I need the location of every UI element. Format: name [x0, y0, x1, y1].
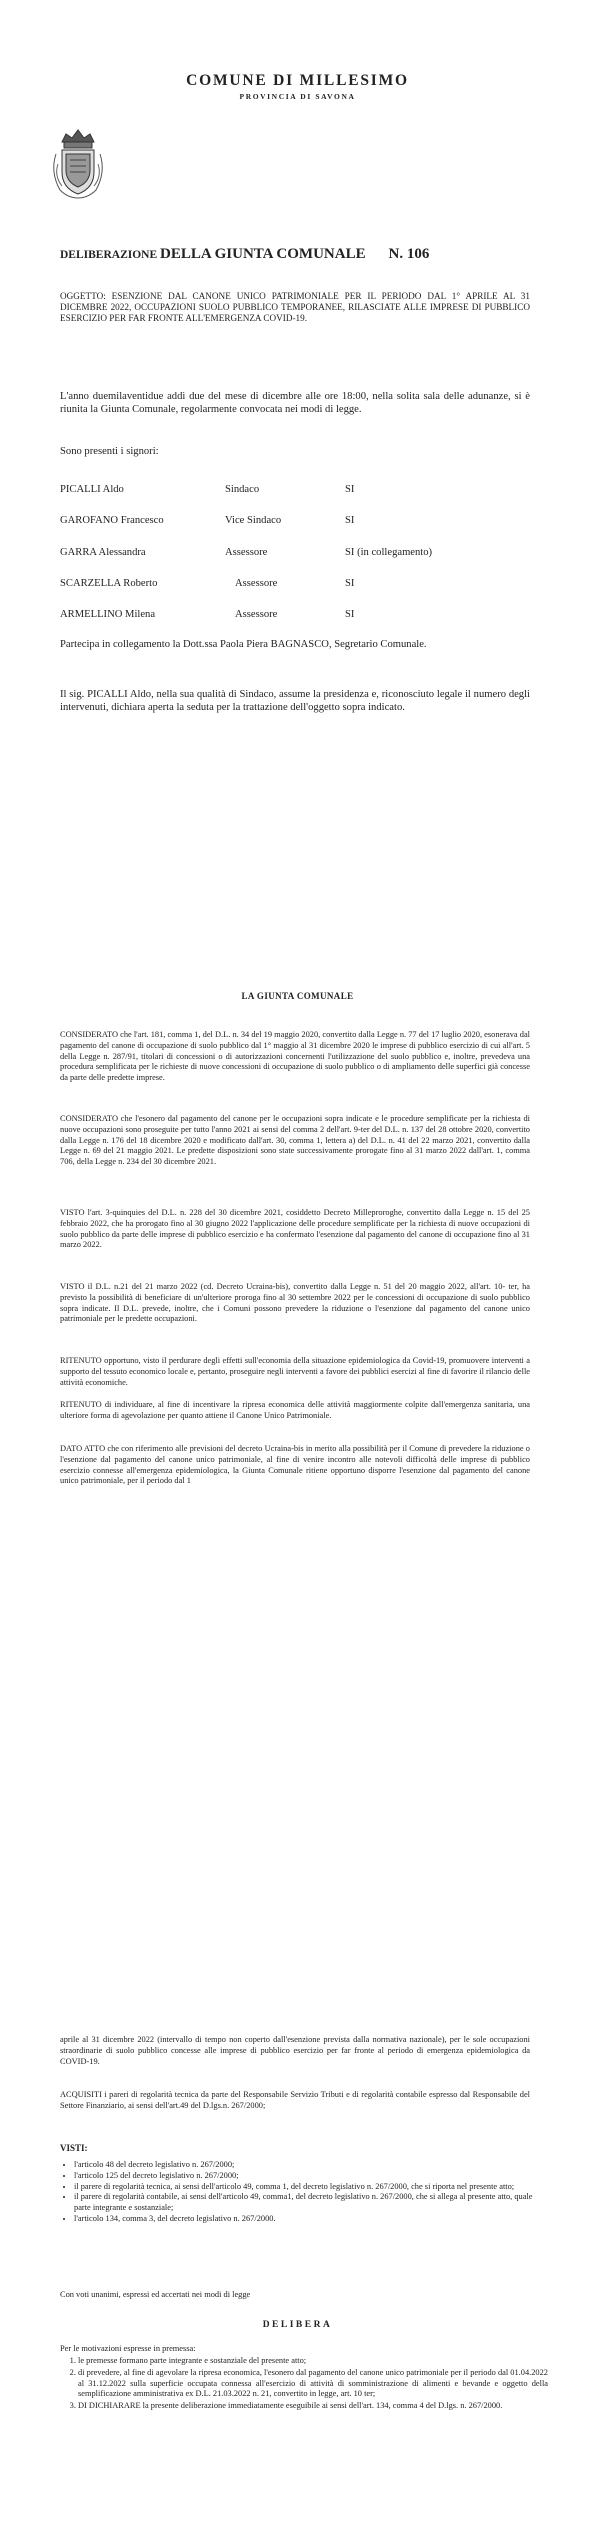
presente-row	[60, 547, 530, 561]
list-item: 3. DI DICHIARARE la presente deliberazione immediatamente eseguibile ai sensi dell'art. 134, comma 4 del D.lgs. n. 267/2000.	[78, 2401, 548, 2412]
presente-role: Vice Sindaco	[225, 515, 282, 526]
list-item: 2. di prevedere, al fine di agevolare la ripresa economica, l'esonero dal pagamento del canone unico patrimoniale per il periodo dal 01.04.2022 al 31.12.2022 sulla superficie occupata connessa all'esercizio di attività di somministrazione di alimenti e bevande e oggetto della semplificazione amministrativa ex D.L. 21.03.2022 n. 21, convertito in legge, art. 10 ter;	[78, 2368, 548, 2400]
presente-row	[60, 578, 530, 592]
intro-paragraph: L'anno duemilaventidue addì due del mese di dicembre alle ore 18:00, nella solita sala delle adunanze, si è riunita la Giunta Comunale, regolarmente convocata nei modi di legge.	[60, 391, 530, 416]
ritenuto-paragraph: RITENUTO di individuare, al fine di incentivare la ripresa economica delle attività maggiormente colpite dall'emergenza sanitaria, una ulteriore forma di agevolazione per quanto attiene il Canone Unico Patrimoniale.	[60, 1400, 530, 1420]
list-item: • l'articolo 125 del decreto legislativo n. 267/2000;	[74, 2171, 544, 2182]
presente-name: GARRA Alessandra	[60, 547, 146, 558]
presenti-label: Sono presenti i signori:	[60, 446, 159, 457]
list-item: • il parere di regolarità tecnica, ai sensi dell'articolo 49, comma 1, del decreto legislativo n. 267/2000, che si riporta nel presente atto;	[74, 2182, 544, 2193]
considerato-paragraph: CONSIDERATO che l'art. 181, comma 1, del D.L. n. 34 del 19 maggio 2020, convertito dalla Legge n. 77 del 17 luglio 2020, esonerava dal pagamento del canone di occupazione di suolo pubblico dal 1° maggio al 31 dicembre 2020 le imprese di pubblico esercizio di cui all'art. 5 della Legge n. 287/91, titolari di concessioni o di autorizzazioni concernenti l'utilizzazione del suolo pubblico e, inoltre, prevedeva una procedura semplificata per le richieste di nuove concessioni di occupazione di suolo pubblico o di ampliamento delle superfici già concesse da parte delle predette imprese.	[60, 1030, 530, 1083]
partecipa-paragraph: Partecipa in collegamento la Dott.ssa Paola Piera BAGNASCO, Segretario Comunale.	[60, 639, 427, 650]
visto-paragraph: VISTO il D.L. n.21 del 21 marzo 2022 (cd. Decreto Ucraina-bis), convertito dalla Legge n. 51 del 20 maggio 2022, all'art. 10- ter, ha previsto la possibilità di beneficiare di un'ulteriore proroga fino al 30 settembre 2022 per le concessioni di occupazione di suolo pubblico sopra indicate. Il D.L. prevede, inoltre, che i Comuni possono prevedere la riduzione o l'esenzione dal pagamento del canone unico patrimoniale per le predette occupazioni.	[60, 1282, 530, 1324]
presente-role: Sindaco	[225, 484, 260, 495]
deliberazione-prefix: DELIBERAZIONE	[60, 249, 158, 261]
presente-role: Assessore	[235, 578, 278, 589]
voti-line: Con voti unanimi, espressi ed accertati nei modi di legge	[60, 2290, 251, 2299]
presente-role: Assessore	[225, 547, 268, 558]
ritenuto-paragraph: RITENUTO opportuno, visto il perdurare degli effetti sull'economia della situazione epidemiologica da Covid-19, promuovere interventi a supporto del tessuto economico locale e, pertanto, proseguire negli interventi a favore dei pubblici esercizi al fine di favorire il rilancio delle attività economiche.	[60, 1356, 530, 1387]
acquisiti-paragraph: ACQUISITI i pareri di regolarità tecnica da parte del Responsabile Servizio Tributi e di regolarità contabile espresso dal Responsabile del Settore Finanziario, ai sensi dell'art.49 del D.lgs.n. 267/2000;	[60, 2090, 530, 2110]
presente-status: SI	[345, 484, 355, 495]
presente-status: SI	[345, 578, 355, 589]
presente-row	[60, 515, 530, 529]
visti-list	[60, 2160, 544, 2225]
presente-status: SI	[345, 515, 355, 526]
provincia-subtitle: PROVINCIA DI SAVONA	[239, 92, 356, 101]
presente-name: GAROFANO Francesco	[60, 515, 164, 526]
list-item: • il parere di regolarità contabile, ai sensi dell'articolo 49, comma1, del decreto legislativo n. 267/2000, che si allega al presente atto, quale parte integrante e sostanziale;	[74, 2192, 544, 2214]
delibera-heading: DELIBERA	[262, 2320, 333, 2330]
deliberazione-heading	[60, 246, 429, 263]
deliberazione-title: DELLA GIUNTA COMUNALE	[160, 246, 366, 262]
oggetto-text: OGGETTO: ESENZIONE DAL CANONE UNICO PATRIMONIALE PER IL PERIODO DAL 1° APRILE AL 31 DICEMBRE 2022, OCCUPAZIONI SUOLO PUBBLICO TEMPORANEE, RILASCIATE ALLE IMPRESE DI PUBBLICO ESERCIZIO PER FAR FRONTE ALL'EMERGENZA COVID-19.	[60, 291, 530, 323]
list-item: 1. le premesse formano parte integrante e sostanziale del presente atto;	[78, 2356, 548, 2367]
visti-label: VISTI:	[60, 2143, 88, 2153]
presente-name: ARMELLINO Milena	[60, 609, 156, 620]
dato-atto-paragraph: DATO ATTO che con riferimento alle previsioni del decreto Ucraina-bis in merito alla possibilità per il Comune di prevedere la riduzione o l'esenzione dal pagamento del canone unico patrimoniale, al fine di venire incontro alle notevoli difficoltà delle imprese di pubblico esercizio connesse all'emergenza epidemiologica, la Giunta Comunale ritiene opportuno disporre l'esenzione dal pagamento del canone unico patrimoniale, per il periodo dal 1	[60, 1444, 530, 1486]
deliberazione-number: N. 106	[388, 246, 430, 262]
coat-of-arms-icon	[48, 124, 108, 204]
presente-name: PICALLI Aldo	[60, 484, 124, 495]
presente-row	[60, 484, 530, 498]
list-item: • l'articolo 134, comma 3, del decreto legislativo n. 267/2000.	[74, 2214, 544, 2225]
visto-paragraph: VISTO l'art. 3-quinquies del D.L. n. 228 del 30 dicembre 2021, cosiddetto Decreto Milleproroghe, convertito dalla Legge n. 15 del 25 febbraio 2022, che ha prorogato fino al 30 giugno 2022 l'applicazione delle procedure semplificate per la richiesta di nuove occupazioni di suolo pubblico da parte delle imprese di pubblico esercizio e ha confermato l'esenzione dal pagamento del canone di occupazione fino al 31 marzo 2022.	[60, 1208, 530, 1250]
presente-role: Assessore	[235, 609, 278, 620]
comune-title: COMUNE DI MILLESIMO	[186, 72, 409, 89]
dato-atto-continuation: aprile al 31 dicembre 2022 (intervallo di tempo non coperto dall'esenzione prevista dalla normativa nazionale), per le sole occupazioni straordinarie di suolo pubblico concesse alle imprese di pubblico esercizio per far fronte al periodo di emergenza epidemiologica da COVID-19.	[60, 2035, 530, 2066]
presente-status: SI	[345, 609, 355, 620]
presente-row	[60, 609, 530, 623]
presente-status: SI (in collegamento)	[345, 547, 433, 558]
considerato-paragraph: CONSIDERATO che l'esonero dal pagamento del canone per le occupazioni sopra indicate e le procedure semplificate per la richiesta di nuove occupazioni sono proseguite per tutto l'anno 2021 ai sensi del comma 2 dell'art. 9-ter del D.L. n. 137 del 28 ottobre 2020, convertito dalla Legge n. 176 del 18 dicembre 2020 e modificato dall'art. 30, comma 1, lettera a) del D.L. n. 41 del 22 marzo 2021, convertito dalla Legge n. 69 del 21 maggio 2021. Le predette disposizioni sono state successivamente prorogate fino al 31 marzo 2022 dall'art. 1, comma 706, della Legge n. 234 del 30 dicembre 2021.	[60, 1114, 530, 1167]
list-item: • l'articolo 48 del decreto legislativo n. 267/2000;	[74, 2160, 544, 2171]
presente-name: SCARZELLA Roberto	[60, 578, 158, 589]
delibera-intro: Per le motivazioni espresse in premessa:	[60, 2344, 196, 2353]
sindaco-paragraph: Il sig. PICALLI Aldo, nella sua qualità di Sindaco, assume la presidenza e, riconosciuto legale il numero degli intervenuti, dichiara aperta la seduta per la trattazione dell'oggetto sopra indicato.	[60, 689, 530, 714]
giunta-heading: LA GIUNTA COMUNALE	[241, 991, 354, 1001]
delibera-list	[60, 2356, 548, 2413]
